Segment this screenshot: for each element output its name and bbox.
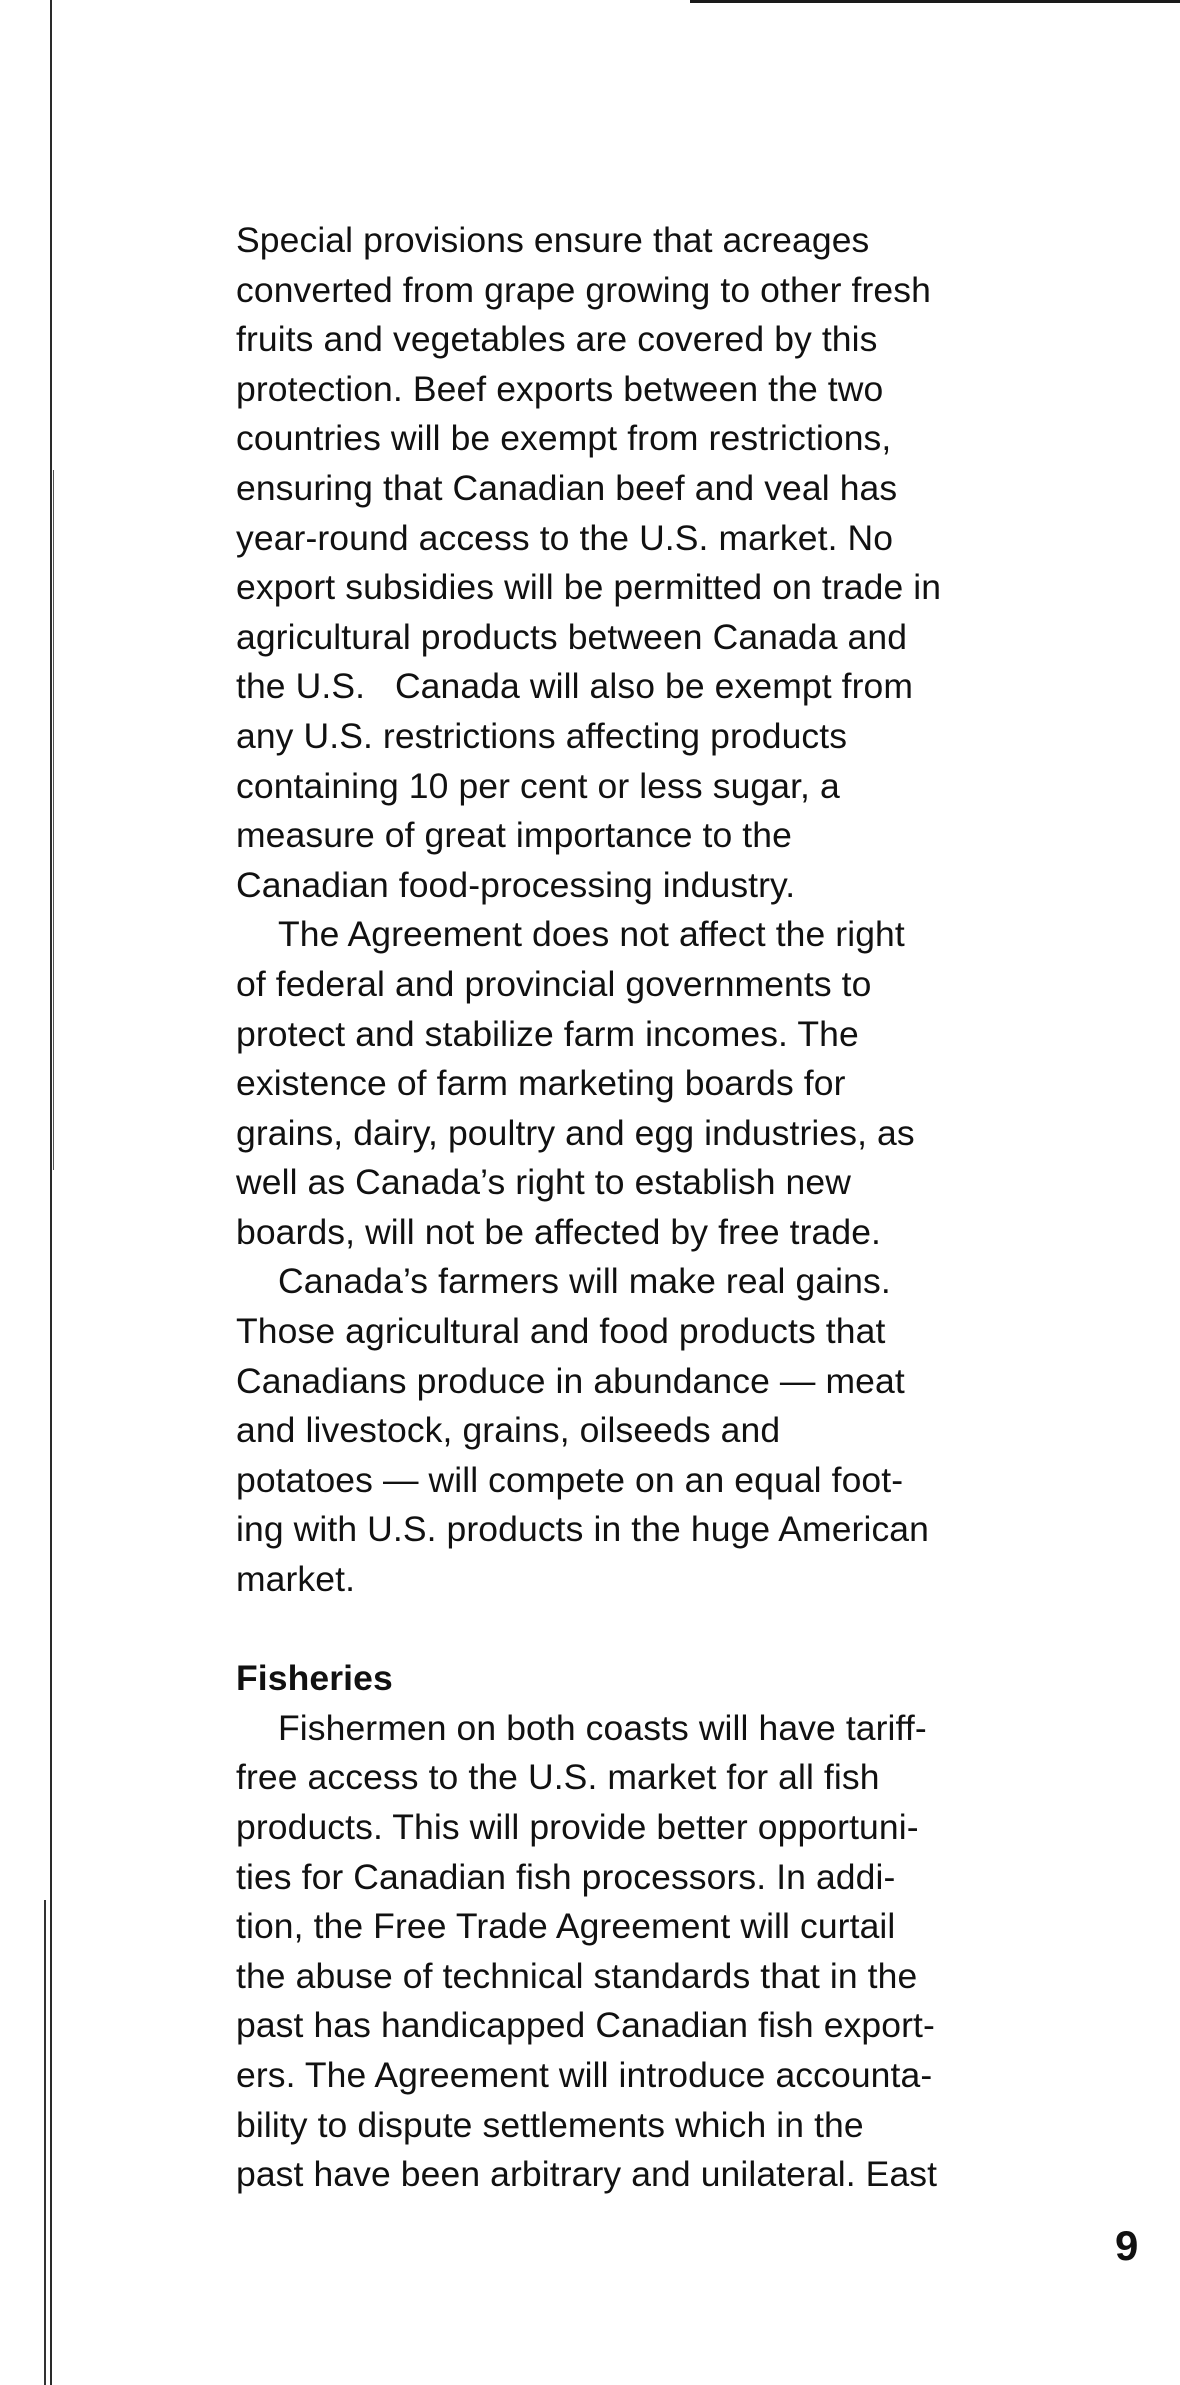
text-line: fruits and vegetables are covered by this [236, 319, 878, 360]
text-line: Canadians produce in abundance — meat [236, 1360, 905, 1401]
text-line: converted from grape growing to other fresh [236, 269, 931, 310]
text-line: well as Canada’s right to establish new [236, 1162, 851, 1203]
text-line: ensuring that Canadian beef and veal has [236, 467, 898, 508]
text-line: of federal and provincial governments to [236, 963, 872, 1004]
text-line: ers. The Agreement will introduce accounta- [236, 2054, 933, 2095]
text-line: Special provisions ensure that acreages [236, 220, 870, 260]
text-line: Canadian food-processing industry. [236, 864, 796, 905]
text-line: the U.S. Canada will also be exempt from [236, 666, 914, 707]
text-line: past has handicapped Canadian fish export- [236, 2005, 935, 2046]
text-line: year-round access to the U.S. market. No [236, 517, 894, 558]
text-line: The Agreement does not affect the right [278, 914, 905, 955]
section-heading: Fisheries [236, 1658, 393, 1699]
binding-edge-line [50, 0, 52, 2385]
text-line: potatoes — will compete on an equal foot- [236, 1459, 904, 1500]
section-spacer [236, 1605, 1066, 1655]
text-line: bility to dispute settlements which in the [236, 2104, 864, 2145]
paragraph-3 [236, 1257, 1066, 1604]
text-line: countries will be exempt from restrictions, [236, 418, 892, 459]
text-line: boards, will not be affected by free trade. [236, 1211, 881, 1252]
text-line: market. [236, 1559, 356, 1600]
text-line: existence of farm marketing boards for [236, 1063, 846, 1104]
paragraph-2 [236, 910, 1066, 1257]
text-line: and livestock, grains, oilseeds and [236, 1410, 781, 1451]
text-line: Those agricultural and food products that [236, 1311, 886, 1352]
text-line: Canada’s farmers will make real gains. [278, 1261, 891, 1302]
top-rule [690, 0, 1180, 3]
text-line: the abuse of technical standards that in the [236, 1955, 918, 1996]
text-line: past have been arbitrary and unilateral. East [236, 2154, 938, 2195]
body-text [236, 216, 1066, 2200]
text-line: export subsidies will be permitted on trade in [236, 567, 942, 608]
text-line: protection. Beef exports between the two [236, 368, 884, 409]
text-line: free access to the U.S. market for all fish [236, 1757, 880, 1798]
page-number: 9 [1115, 2222, 1139, 2269]
text-line: any U.S. restrictions affecting products [236, 715, 848, 756]
text-line: agricultural products between Canada and [236, 616, 908, 657]
text-line: containing 10 per cent or less sugar, a [236, 765, 840, 806]
text-line: tion, the Free Trade Agreement will curtail [236, 1906, 896, 1947]
text-line: products. This will provide better opportuni- [236, 1807, 919, 1847]
fisheries-section [236, 1654, 1066, 2200]
paragraph-1 [236, 216, 1066, 910]
text-line: protect and stabilize farm incomes. The [236, 1013, 859, 1054]
text-line: ties for Canadian fish processors. In addi- [236, 1856, 896, 1897]
binding-edge-line-lower [44, 1900, 46, 2385]
text-line: ing with U.S. products in the huge American [236, 1509, 929, 1550]
text-line: grains, dairy, poultry and egg industries, as [236, 1112, 915, 1153]
binding-edge-line-secondary [53, 470, 54, 1170]
text-line: Fishermen on both coasts will have tariff- [278, 1707, 927, 1748]
text-line: measure of great importance to the [236, 815, 792, 856]
